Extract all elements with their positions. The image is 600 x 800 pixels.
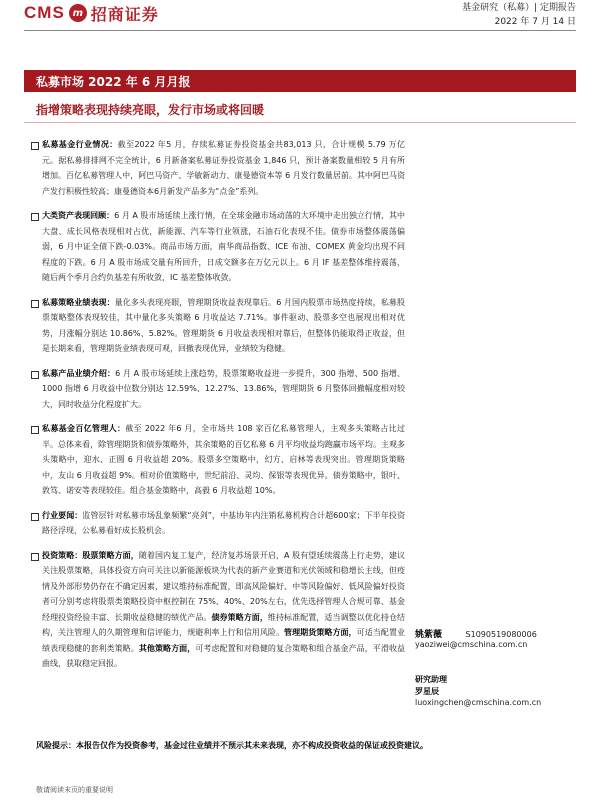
logo-cms-text: CMS <box>24 3 65 22</box>
strategy-part: 可考虑配置和对稳健的复合策略和组合基金产品，平滑收益曲线，获取稳定回报。 <box>42 643 406 668</box>
section-asset-review <box>30 208 405 286</box>
section-top-managers <box>30 421 405 499</box>
assistant-email[interactable]: luoxingchen@cmschina.com.cn <box>415 698 542 707</box>
strategy-part: 管理期货策略方面， <box>284 628 357 637</box>
strategy-part: 股票策略方面， <box>82 550 139 560</box>
section-lead: 私募基金百亿管理人： <box>42 424 126 433</box>
strategy-part: 其他策略方面， <box>138 643 196 653</box>
report-type: 基金研究（私募）| 定期报告 <box>462 3 576 13</box>
section-text: 截至 2022 年6 月，全市场共 108 家百亿私募管理人，主观多头策略占比过半。总体来看，除管理期货和债券策略外，其余策略的百亿私募 6 月平均收益均跑赢市场平均。主观多头策略中，迎水、正圆 6 月收益超 20%。股票多空策略中，幻方、启林等表现突出。管理期货策略中，友山 6 月收益超 9%。相对价值策略中，世纪前沿、灵均、保银等表现优异。债券策略中，银叶、敦笃、诺安等表现较佳。组合基金策略中，高毅 6 月收益超 10%。 <box>42 424 405 495</box>
section-industry <box>30 137 405 199</box>
title-banner <box>24 70 576 92</box>
summary-body <box>30 137 405 681</box>
section-lead: 大类资产表现回顾： <box>42 211 115 220</box>
section-product-performance <box>30 366 405 413</box>
analyst-block <box>415 627 537 640</box>
assistant-title: 研究助理 <box>415 675 447 684</box>
header-divider <box>24 30 576 31</box>
section-lead: 私募产品业绩介绍： <box>42 368 116 378</box>
section-text: 6 月 A 股市场延续上涨行情，在全球金融市场动荡的大环境中走出独立行情，其中大盘、成长风格表现相对占优，新能源、汽车等行业领涨，石油石化表现不佳。债券市场整体震荡偏弱，6 月中证全债下跌-0.03%。商品市场方面，南华商品指数、ICE 布油、COMEX 黄金均出现不同程度的下跌。6 月 A 股市场成交量有所回升，日成交额多在万亿元以上。6 月 IF 基差整体维持震荡，随后两个季月合约负基差有所收敛，IC 基差整体收敛。 <box>42 211 405 282</box>
section-strategy-performance <box>30 295 405 357</box>
strategy-part: 维持标准配置，适当调整以优化持仓结构，关注管理人的久期管理和信评能力，规避利率上行和信用风险。 <box>42 612 406 637</box>
section-text: 监管层针对私募市场乱象频繁“亮剑”，中基协年内注销私募机构合计超600家；下半年投资路径浮现，公私募看好成长股机会。 <box>42 510 405 535</box>
risk-warning: 风险提示：本报告仅作为投资参考，基金过往业绩并不预示其未来表现，亦不构成投资收益的保证或投资建议。 <box>36 741 428 750</box>
assistant-name: 罗星辰 <box>415 687 439 696</box>
analyst-name: 姚紫薇 <box>415 630 443 640</box>
report-date: 2022 年 7 月 14 日 <box>494 17 576 27</box>
logo-cn-text: 招商证券 <box>90 4 159 24</box>
section-investment-strategy <box>30 548 405 672</box>
analyst-cert: S1090519080006 <box>465 630 537 639</box>
section-lead: 私募基金行业情况： <box>42 140 118 149</box>
footer-note: 敬请阅读末页的重要说明 <box>36 786 113 794</box>
section-lead: 投资策略： <box>42 550 83 560</box>
section-text: 量化多头表现亮眼，管理期货收益表现靠后。6 月国内股票市场热度持续，私募股票策略整体表现较佳，其中量化多头策略 6 月收益达 7.71%。事件驱动、股票多空也展现出相对优势，月涨幅分别达 10.86%、5.82%。管理期货 6 月收益表现相对靠后，但整体仍能取得正收益，但是长期来看，管理期货业绩表现可观，回撤表现优异，业绩较为稳健。 <box>42 297 405 353</box>
section-text: 6 月 A 股市场延续上涨趋势，股票策略收益进一步提升，300 指增、500 指增、1000 指增 6 月收益中位数分别达 12.59%、12.27%、13.86%，管理期货 6 月整体回撤幅度相对较大，同时收益分化程度扩大。 <box>42 368 405 409</box>
page-header <box>0 0 600 40</box>
report-title: 私募市场 2022 年 6 月月报 <box>36 75 191 89</box>
section-lead: 私募策略业绩表现： <box>42 297 115 307</box>
section-industry-news <box>30 508 405 539</box>
analyst-email[interactable]: yaoziwei@cmschina.com.cn <box>415 640 528 649</box>
strategy-part: 债券策略方面， <box>211 612 268 622</box>
report-subtitle: 指增策略表现持续亮眼，发行市场或将回暖 <box>36 103 265 117</box>
logo-mark-icon: m <box>69 4 87 22</box>
brand-logo <box>24 0 159 26</box>
strategy-part: 随着国内复工复产，经济复苏场景开启，A 股有望延续震荡上行走势，建议关注股票策略，具体投资方向可关注以新能源板块为代表的新产业赛道和光伏领域和稳增长主线，但疫情及外部形势仍存在不确定因素，建议维持标准配置，即高风险偏好、中等风险偏好、低风险偏好投资者可分别考虑将股票类策略投资中枢控制在 75%、40%、20%左右，优先选择管理人合规可靠、基金经理投资经验丰富、长期收益稳健的绩优产品。 <box>42 550 406 622</box>
section-text: 截至2022 年5 月，存续私募证券投资基金共83,013 只，合计规模 5.79 万亿元。据私募排排网不完全统计，6 月新备案私募证券投资基金 1,846 只，预计备案数量相较 5 月有所增加。百亿私募管理人中，阿巴马资产、学敏新动力、康曼德资本等 6 月发行数量居前。其中阿巴马资产发行积极性较高；康曼德资本6月新发产品多为“点金”系列。 <box>42 140 405 196</box>
section-lead: 行业要闻： <box>42 510 83 520</box>
strategy-part: 可适当配置业绩表现稳健的套利类策略。 <box>42 628 406 653</box>
subtitle-divider <box>24 122 576 123</box>
